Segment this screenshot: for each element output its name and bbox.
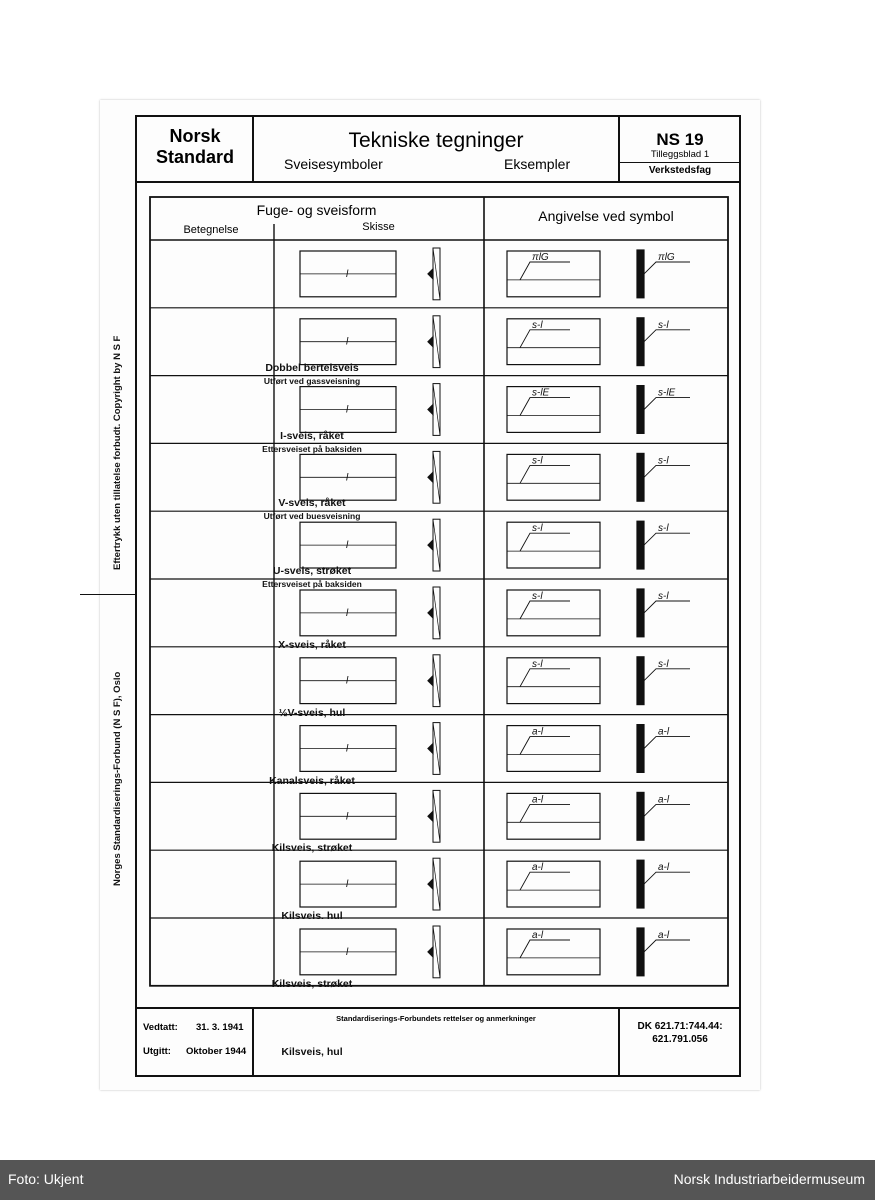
symbol-leader-right (644, 533, 690, 545)
symbol-leader-right (644, 330, 690, 342)
sketch-hatch (433, 384, 440, 436)
side-text-publisher: Norges Standardiserings-Forbund (N S F), Oslo (112, 671, 123, 886)
brand-line2: Standard (155, 147, 234, 167)
symbol-plan-view (507, 658, 600, 704)
symbol-plate (637, 657, 644, 705)
symbol-plate (637, 725, 644, 773)
sketch-weld-bead (428, 337, 433, 347)
column-header-symbol: Angivelse ved symbol (538, 208, 674, 224)
symbol-leader (520, 465, 570, 483)
photo-credit: Foto: Ukjent (8, 1171, 84, 1187)
sketch-hatch (433, 519, 440, 571)
symbol-text-left: s-l (532, 658, 543, 670)
symbol-leader-right (644, 398, 690, 410)
weld-name: I-sveis, råket (280, 429, 344, 442)
symbol-plan-view (507, 251, 600, 297)
weld-table (100, 100, 760, 1090)
row-label-7 (250, 747, 374, 815)
symbol-text-left: s-l (532, 455, 543, 467)
sketch-dimension-letter: l (346, 404, 349, 416)
brand-line1: Norsk (169, 126, 221, 146)
sketch-dimension-letter: l (346, 675, 349, 687)
symbol-text-right: a-l (658, 862, 670, 874)
symbol-leader-right (644, 737, 690, 749)
row-label-5 (250, 611, 374, 679)
symbol-text-left: πlG (532, 252, 549, 263)
sketch-hatch (433, 790, 440, 842)
utgitt-value: Oktober 1944 (186, 1046, 247, 1057)
symbol-text-right: s-lE (658, 387, 676, 399)
symbol-plate (637, 928, 644, 976)
sketch-dimension-letter: l (346, 811, 349, 823)
symbol-plate (637, 453, 644, 501)
corrections-heading: Standardiserings-Forbundets rettelser og anmerkninger (336, 1014, 536, 1023)
bottom-divider-left (252, 1007, 254, 1077)
sketch-dimension-letter: l (346, 607, 349, 619)
symbol-text-left: s-lE (532, 387, 550, 399)
sketch-weld-bead (428, 269, 433, 279)
sketch-hatch (433, 248, 440, 300)
sketch-dimension-letter: l (346, 946, 349, 958)
symbol-leader-right (644, 872, 690, 884)
row-label-2 (250, 408, 374, 476)
bottom-block-top-border (135, 1007, 741, 1009)
symbol-plan-view (507, 793, 600, 839)
symbol-plan-view (507, 454, 600, 500)
supplement-label: Tilleggsblad 1 (650, 149, 710, 160)
weld-name: Kilsveis, strøket (271, 842, 353, 855)
symbol-leader-right (644, 465, 690, 477)
symbol-plate (637, 792, 644, 840)
row-label-1 (250, 340, 374, 408)
symbol-leader (520, 533, 570, 551)
symbol-text-left: a-l (532, 862, 544, 874)
side-separator (80, 594, 135, 595)
weld-note: Ettersveiset på baksiden (262, 443, 362, 454)
symbol-text-right: πlG (658, 252, 675, 263)
sketch-hatch (433, 723, 440, 775)
sketch-hatch (433, 858, 440, 910)
standard-sheet (100, 100, 760, 1090)
weld-name: V-sveis, råket (278, 497, 346, 510)
symbol-text-left: s-l (532, 319, 543, 331)
symbol-text-right: s-l (658, 658, 669, 670)
subtitle-right: Eksempler (504, 156, 571, 172)
symbol-plate (637, 318, 644, 366)
museum-name: Norsk Industriarbeidermuseum (673, 1171, 865, 1187)
weld-name: X-sveis, råket (278, 639, 346, 652)
symbol-plan-view (507, 929, 600, 975)
sketch-weld-bead (428, 405, 433, 415)
symbol-text-left: a-l (532, 726, 544, 738)
weld-name: ½V-sveis, hul (278, 706, 346, 719)
symbol-leader (520, 872, 570, 890)
symbol-leader-right (644, 804, 690, 816)
symbol-leader (520, 804, 570, 822)
symbol-text-left: a-l (532, 794, 544, 806)
weld-note: Ettersveiset på baksiden (262, 579, 362, 590)
weld-name: Kilsveis, hul (281, 1045, 343, 1058)
symbol-plan-view (507, 522, 600, 568)
sketch-dimension-letter: l (346, 540, 349, 552)
sketch-dimension-letter: l (346, 336, 349, 348)
row-label-9 (250, 882, 374, 950)
sketch-weld-bead (428, 540, 433, 550)
symbol-plate (637, 860, 644, 908)
symbol-plan-view (507, 726, 600, 772)
symbol-text-right: s-l (658, 523, 669, 535)
symbol-drawings (507, 250, 690, 976)
sketch-weld-bead (428, 608, 433, 618)
sketch-hatch (433, 316, 440, 368)
subtitle-left: Sveisesymboler (284, 156, 383, 172)
sketch-weld-bead (428, 879, 433, 889)
symbol-text-left: s-l (532, 591, 543, 602)
weld-name: Kilsveis. hul (281, 910, 343, 923)
symbol-text-right: a-l (658, 726, 670, 738)
category-label: Verkstedsfag (648, 165, 712, 176)
symbol-plan-view (507, 861, 600, 907)
sketch-dimension-letter: l (346, 743, 349, 755)
weld-name: U-sveis, strøket (272, 565, 352, 578)
symbol-text-right: s-l (658, 455, 669, 467)
row-label-8 (250, 815, 374, 883)
symbol-leader (520, 940, 570, 958)
symbol-text-right: a-l (658, 930, 670, 941)
weld-name: Kanalsveis, råket (269, 774, 355, 787)
symbol-leader-right (644, 940, 690, 952)
weld-name: Dobbel bertelsveis (265, 361, 359, 374)
sketch-hatch (433, 587, 440, 639)
vedtatt-value: 31. 3. 1941 (196, 1022, 244, 1033)
vedtatt-label: Vedtatt: (143, 1022, 178, 1033)
sketch-weld-bead (428, 744, 433, 754)
side-text-copyright: Eftertrykk uten tillatelse forbudt. Copyright by N S F (112, 335, 123, 570)
column-header-name: Betegnelse (183, 224, 239, 236)
symbol-text-right: s-l (658, 591, 669, 602)
symbol-plan-view (507, 387, 600, 433)
symbol-leader (520, 262, 570, 280)
page-title: Tekniske tegninger (348, 129, 524, 152)
standard-number: NS 19 (656, 130, 704, 149)
group-header: Fuge- og sveisform (256, 202, 377, 218)
symbol-text-right: s-l (658, 319, 669, 331)
row-label-3 (250, 476, 374, 544)
sketch-dimension-letter: l (346, 472, 349, 484)
symbol-text-left: s-l (532, 523, 543, 535)
utgitt-label: Utgitt: (143, 1046, 171, 1057)
symbol-text-left: a-l (532, 930, 544, 941)
symbol-leader-right (644, 601, 690, 613)
symbol-leader (520, 398, 570, 416)
symbol-leader (520, 601, 570, 619)
row-label-6 (250, 679, 374, 747)
column-header-sketch: Skisse (362, 221, 395, 233)
weld-note: Utført ved gassveisning (263, 375, 361, 386)
dk-line2: 621.791.056 (652, 1034, 708, 1045)
symbol-leader (520, 330, 570, 348)
sketch-weld-bead (428, 811, 433, 821)
symbol-leader (520, 737, 570, 755)
symbol-text-right: a-l (658, 794, 670, 806)
symbol-leader-right (644, 262, 690, 274)
sketch-dimension-letter: l (346, 268, 349, 280)
sketch-dimension-letter: l (346, 879, 349, 891)
row-label-11 (250, 1018, 374, 1086)
symbol-plate (637, 589, 644, 637)
symbol-leader-right (644, 669, 690, 681)
footer-bar (0, 1160, 875, 1200)
sketch-weld-bead (428, 947, 433, 957)
weld-name: Kilsveis, strøket (271, 978, 353, 991)
symbol-plate (637, 250, 644, 298)
sketch-hatch (433, 451, 440, 503)
sketch-weld-bead (428, 676, 433, 686)
row-label-4 (250, 543, 374, 611)
symbol-plan-view (507, 319, 600, 365)
symbol-plate (637, 386, 644, 434)
symbol-plate (637, 521, 644, 569)
dk-line1: DK 621.71:744.44: (637, 1021, 723, 1032)
sketch-weld-bead (428, 472, 433, 482)
symbol-plan-view (507, 590, 600, 636)
symbol-leader (520, 669, 570, 687)
sketch-hatch (433, 655, 440, 707)
weld-note: Utført ved buesveisning (263, 511, 361, 522)
sketch-hatch (433, 926, 440, 978)
